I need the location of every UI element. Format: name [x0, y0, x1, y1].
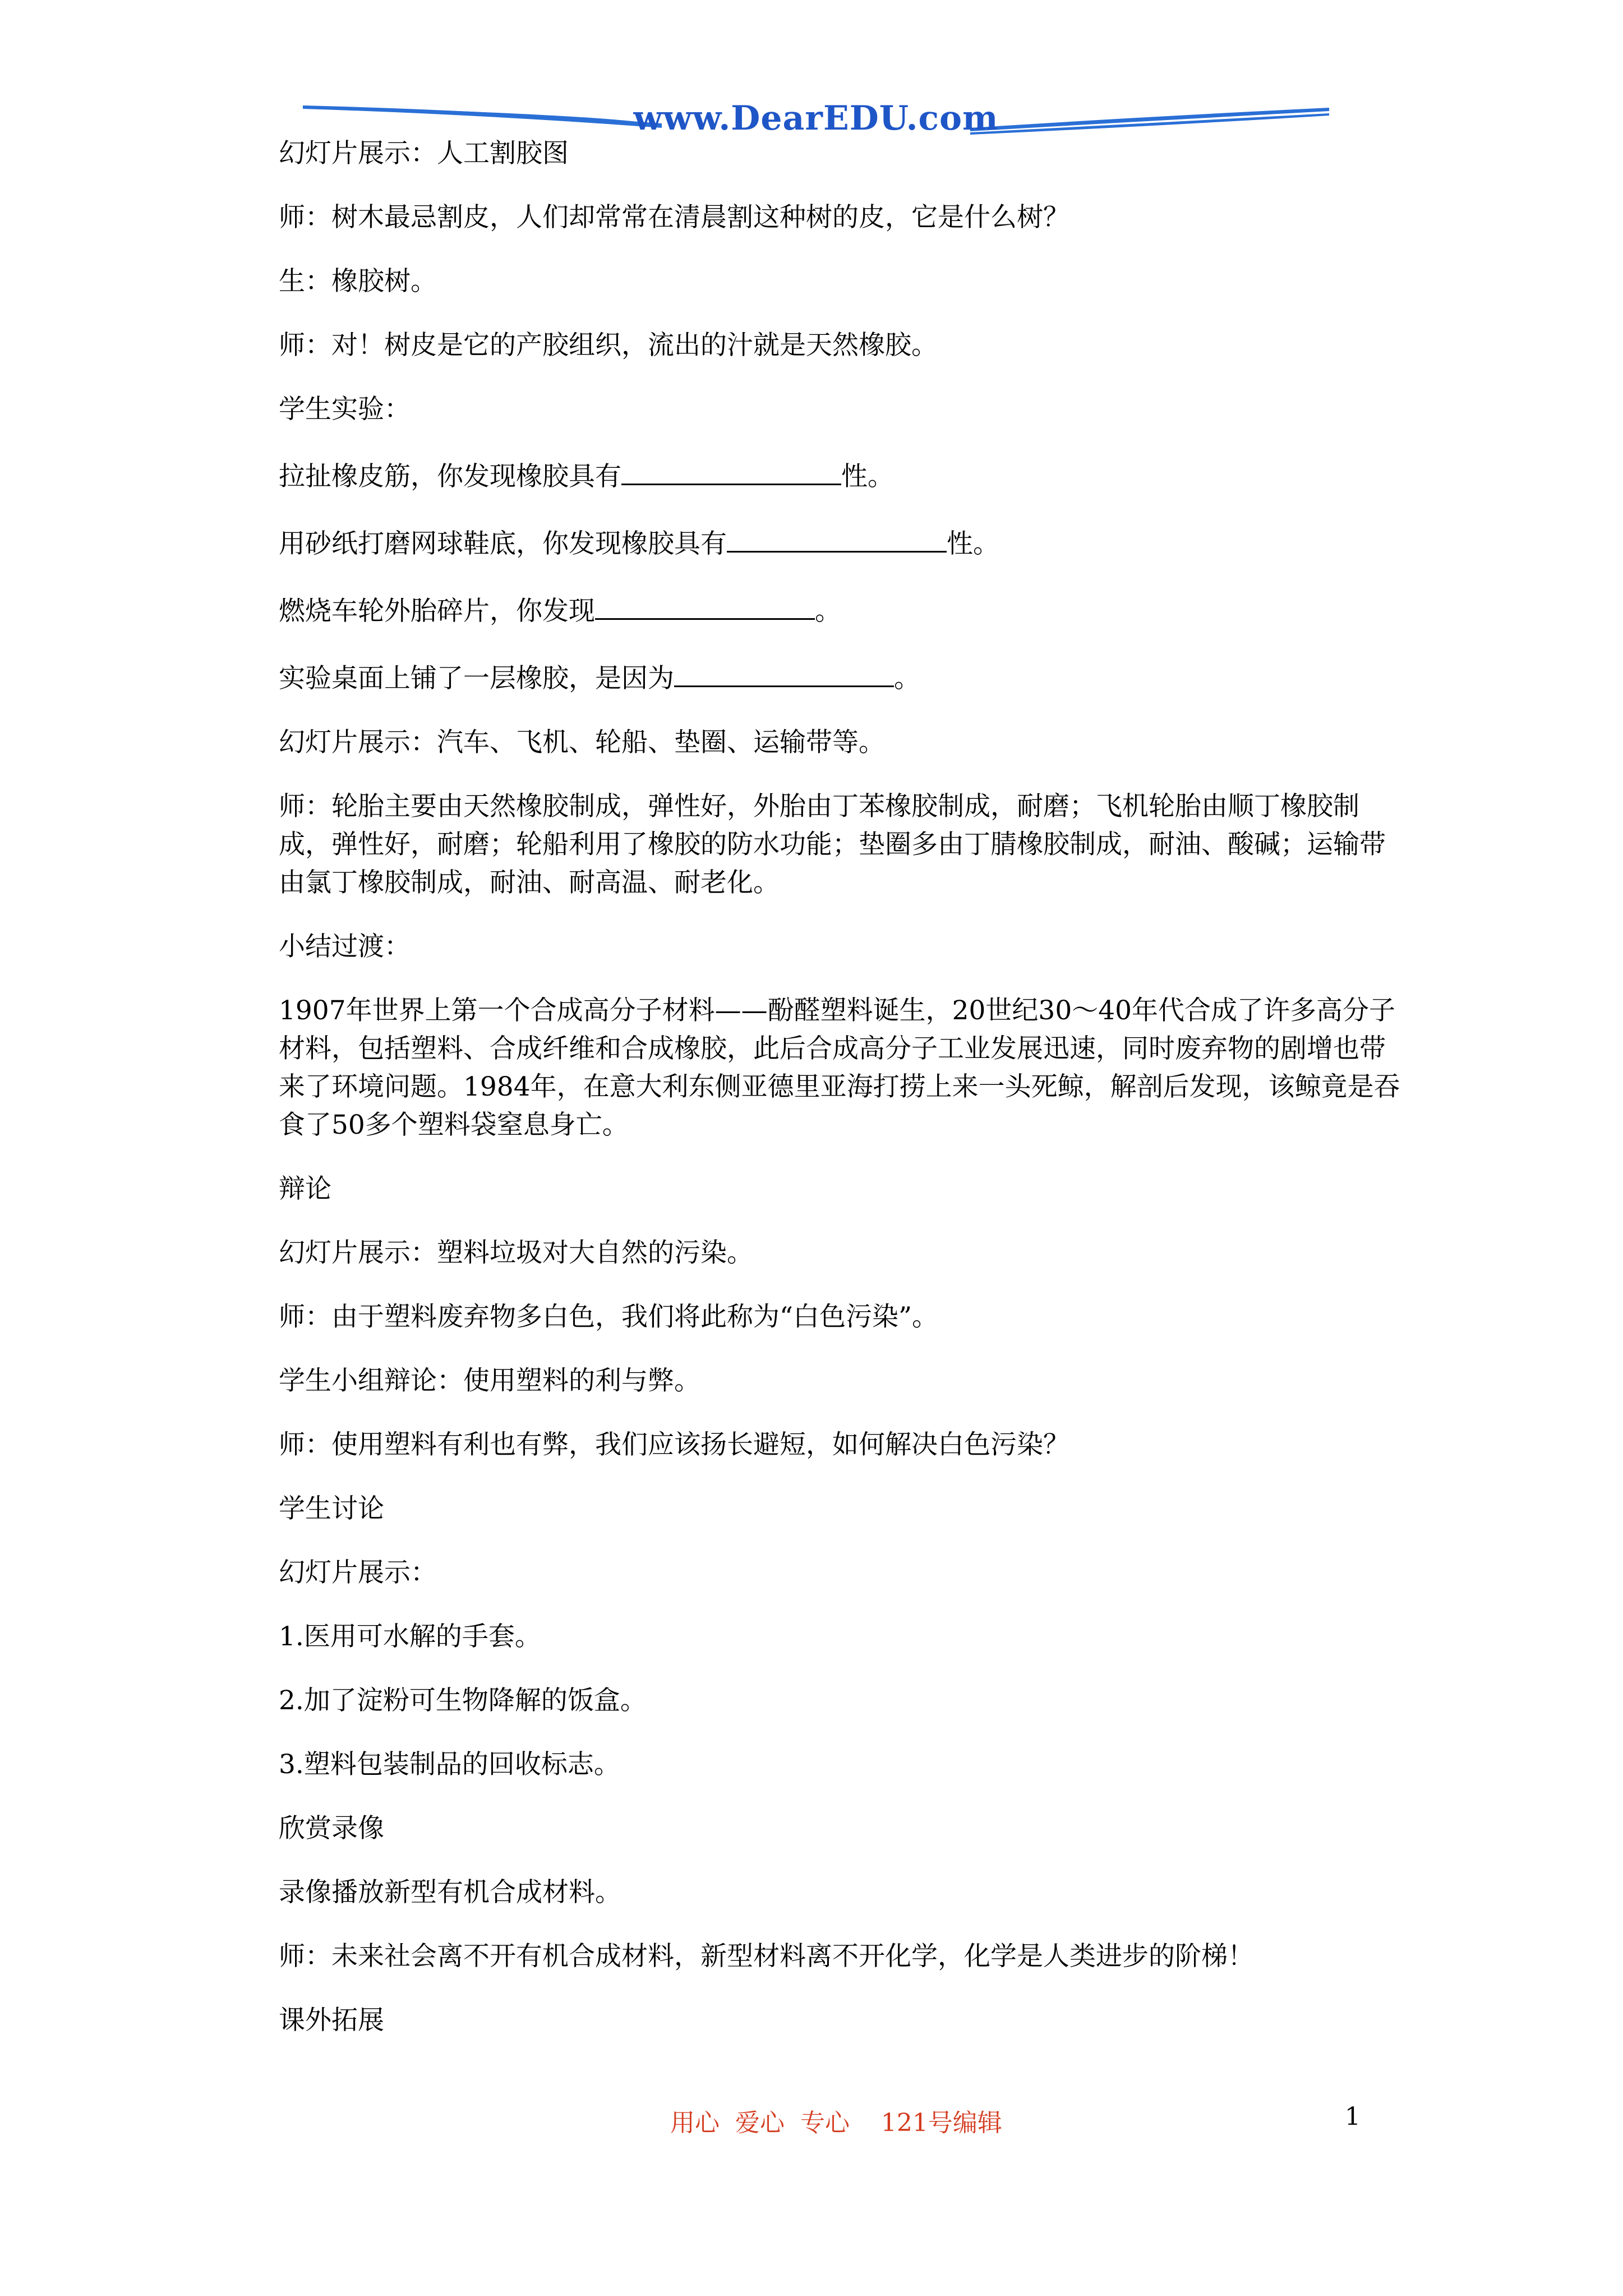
line-slide-pollution: 幻灯片展示：塑料垃圾对大自然的污染。	[279, 1237, 753, 1268]
line-student-discussion: 学生讨论	[279, 1493, 384, 1524]
list-item-1: 1.医用可水解的手套。	[279, 1621, 541, 1652]
answer-blank-3	[595, 589, 815, 620]
answer-blank-2	[727, 522, 947, 553]
fill-in-elasticity	[279, 454, 1412, 496]
list-item-3: 3.塑料包装制品的回收标志。	[279, 1749, 620, 1780]
line-summary-heading: 小结过渡：	[279, 931, 411, 962]
paragraph-tire-materials: 师：轮胎主要由天然橡胶制成，弹性好，外胎由丁苯橡胶制成，耐磨；飞机轮胎由顺丁橡胶制成，弹性好，耐磨；轮船利用了橡胶的防水功能；垫圈多由丁腈橡胶制成，耐油、酸碱；运输带由氯丁橡胶制成，耐油、耐高温、耐老化。	[279, 791, 1386, 898]
answer-blank-4	[674, 656, 894, 687]
fill-in-burn	[279, 589, 1412, 631]
line-extension: 课外拓展	[279, 2005, 384, 2036]
line-teacher-conclusion: 师：未来社会离不开有机合成材料，新型材料离不开化学，化学是人类进步的阶梯！	[279, 1941, 1254, 1972]
page-footer	[0, 2102, 1623, 2147]
line-student-experiment: 学生实验：	[279, 394, 411, 425]
page-number: 1	[1345, 2102, 1361, 2131]
fill-in-table-suffix: 。	[894, 663, 920, 694]
line-slide-show: 幻灯片展示：	[279, 1557, 437, 1588]
answer-blank-1	[621, 454, 841, 485]
fill-in-burn-suffix: 。	[815, 596, 841, 627]
line-slide-latex: 幻灯片展示：人工割胶图	[279, 138, 569, 169]
line-teacher-rubber: 师：对！树皮是它的产胶组织，流出的汁就是天然橡胶。	[279, 330, 938, 361]
line-teacher-white-pollution: 师：由于塑料废弃物多白色，我们将此称为“白色污染”。	[279, 1301, 939, 1332]
site-logo-text: www.DearEDU.com	[633, 99, 999, 138]
paragraph-history: 1907年世界上第一个合成高分子材料——酚醛塑料诞生，20世纪30～40年代合成了许多高分子材料，包括塑料、合成纤维和合成橡胶，此后合成高分子工业发展迅速，同时废弃物的剧增也带来了环境问题。1984年，在意大利东侧亚德里亚海打捞上来一头死鲸，解剖后发现，该鲸竟是吞食了50多个塑料袋窒息身亡。	[279, 995, 1400, 1140]
footer-editor-note: 用心 爱心 专心 121号编辑	[670, 2109, 1002, 2137]
fill-in-burn-prompt: 燃烧车轮外胎碎片，你发现	[279, 596, 595, 627]
line-group-debate: 学生小组辩论：使用塑料的利与弊。	[279, 1365, 700, 1396]
line-teacher-question-tree: 师：树木最忌割皮，人们却常常在清晨割这种树的皮，它是什么树？	[279, 202, 1069, 233]
line-slide-vehicles: 幻灯片展示：汽车、飞机、轮船、垫圈、运输带等。	[279, 727, 885, 758]
fill-in-elasticity-suffix: 性。	[841, 461, 894, 492]
line-video-appreciation: 欣赏录像	[279, 1813, 384, 1844]
line-video-playback: 录像播放新型有机合成材料。	[279, 1877, 621, 1908]
fill-in-wear-suffix: 性。	[947, 528, 999, 559]
line-debate: 辩论	[279, 1174, 331, 1204]
fill-in-table-prompt: 实验桌面上铺了一层橡胶，是因为	[279, 663, 674, 694]
fill-in-table	[279, 656, 1412, 698]
list-item-2: 2.加了淀粉可生物降解的饭盒。	[279, 1685, 647, 1716]
fill-in-elasticity-prompt: 拉扯橡皮筋，你发现橡胶具有	[279, 461, 621, 492]
line-teacher-solution: 师：使用塑料有利也有弊，我们应该扬长避短，如何解决白色污染？	[279, 1429, 1069, 1460]
fill-in-wear	[279, 522, 1412, 563]
line-student-answer: 生：橡胶树。	[279, 266, 437, 297]
fill-in-wear-prompt: 用砂纸打磨网球鞋底，你发现橡胶具有	[279, 528, 727, 559]
document-body	[279, 135, 1412, 2065]
